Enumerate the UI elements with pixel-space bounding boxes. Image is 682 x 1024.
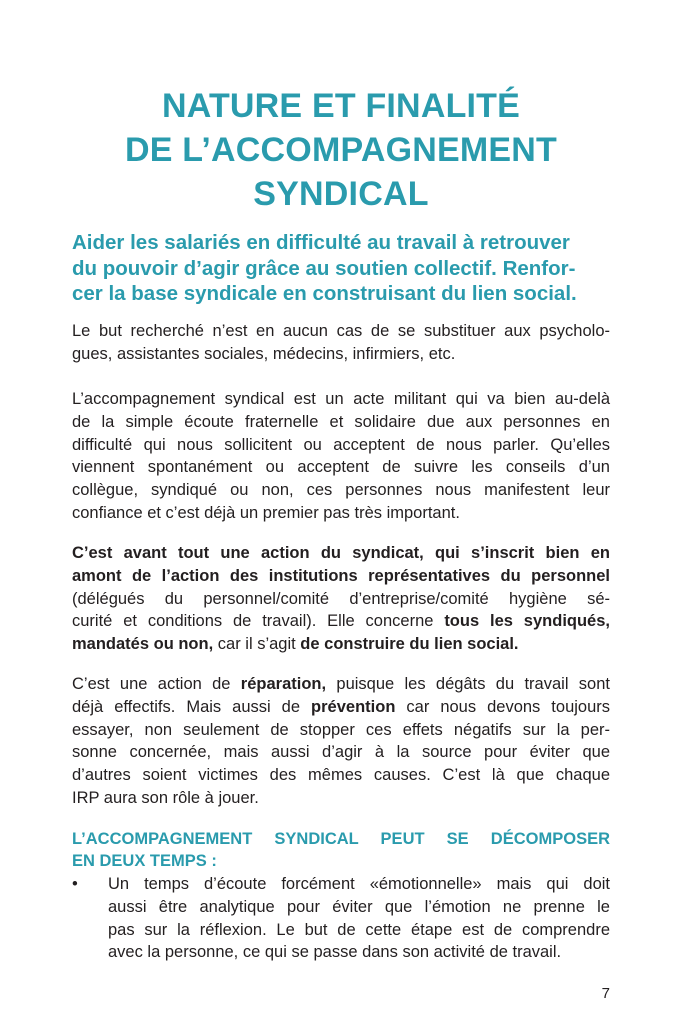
paragraph-line: (délégués du personnel/comité d’entreprise/comité hygiène sé- (72, 589, 610, 608)
bold-text: prévention (311, 697, 396, 716)
paragraph-line: confiance et c’est déjà un premier pas très important. (72, 503, 460, 522)
paragraph-line: Le but recherché n’est en aucun cas de se substituer aux psycholo- (72, 322, 610, 340)
bullet-icon: • (72, 875, 78, 893)
text-run: curité et conditions de travail). Elle concerne (72, 612, 445, 631)
text-run: car nous devons toujours (395, 697, 611, 716)
text-run: déjà effectifs. Mais aussi de (72, 697, 312, 716)
title-line-2: DE L’ACCOMPAGNEMENT (125, 131, 557, 169)
bullet-list (72, 873, 610, 964)
paragraph-line: difficulté qui nous sollicitent ou acceptent de nous parler. Qu’elles (72, 435, 610, 454)
paragraph-line (72, 633, 610, 656)
bold-text: de construire du lien social. (300, 635, 519, 654)
page-subtitle (72, 230, 612, 307)
paragraph-line: L’accompagnement syndical est un acte militant qui va bien au-delà (72, 390, 610, 408)
paragraph-line: gues, assistantes sociales, médecins, infirmiers, etc. (72, 344, 456, 363)
paragraph-line: IRP aura son rôle à jouer. (72, 788, 259, 807)
bold-text: mandatés ou non, (72, 635, 214, 654)
bold-text: tous les syndiqués, (444, 612, 610, 631)
list-item-line: pas sur la réflexion. Le but de cette étape est de comprendre (108, 920, 610, 939)
bold-text: réparation, (240, 675, 327, 693)
subtitle-line-3: cer la base syndicale en construisant du lien social. (72, 282, 577, 305)
paragraph-line: essayer, non seulement de stopper ces effets négatifs sur la per- (72, 720, 610, 739)
paragraph-line (72, 696, 610, 719)
paragraph-line: de la simple écoute fraternelle et solidaire due aux personnes en (72, 412, 610, 431)
section-heading-line-2: EN DEUX TEMPS : (72, 852, 217, 870)
paragraph-line (72, 610, 610, 633)
paragraph-3 (72, 542, 610, 656)
title-line-3: SYNDICAL (253, 175, 429, 213)
text-run: car il s’agit (213, 635, 301, 654)
section-heading (72, 828, 610, 872)
page-number: 7 (601, 985, 610, 1002)
bold-text: amont de l’action des institutions représentatives du personnel (72, 566, 610, 585)
paragraph-line (72, 565, 610, 588)
paragraph-2 (72, 388, 610, 525)
section-heading-line-1: L’ACCOMPAGNEMENT SYNDICAL PEUT SE DÉCOMPOSER (72, 830, 610, 848)
paragraph-line: d’autres soient victimes des mêmes causes. C’est là que chaque (72, 766, 610, 785)
list-item-line: Un temps d’écoute forcément «émotionnelle» mais qui doit (108, 875, 610, 893)
paragraph-1 (72, 320, 610, 366)
page-title (40, 84, 642, 216)
text-run: puisque les dégâts du travail sont (326, 675, 610, 693)
subtitle-line-1: Aider les salariés en difficulté au travail à retrouver (72, 231, 570, 254)
list-item (72, 873, 610, 964)
bold-text: C’est avant tout une action du syndicat, qui s’inscrit bien en (72, 544, 610, 562)
paragraph-line: sonne concernée, mais aussi d’agir à la source pour éviter que (72, 743, 610, 762)
paragraph-line: viennent spontanément ou acceptent de suivre les conseils d’un (72, 458, 610, 477)
text-run: C’est une action de (72, 675, 241, 693)
paragraph-4 (72, 673, 610, 810)
list-item-line: avec la personne, ce qui se passe dans son activité de travail. (108, 943, 562, 962)
paragraph-line (72, 673, 610, 696)
title-line-1: NATURE ET FINALITÉ (161, 87, 521, 125)
list-item-line: aussi être analytique pour éviter que l’émotion ne prenne le (108, 897, 610, 916)
paragraph-line: collègue, syndiqué ou non, ces personnes nous manifestent leur (72, 481, 610, 500)
subtitle-line-2: du pouvoir d’agir grâce au soutien collectif. Renfor- (72, 256, 576, 280)
paragraph-line (72, 542, 610, 565)
